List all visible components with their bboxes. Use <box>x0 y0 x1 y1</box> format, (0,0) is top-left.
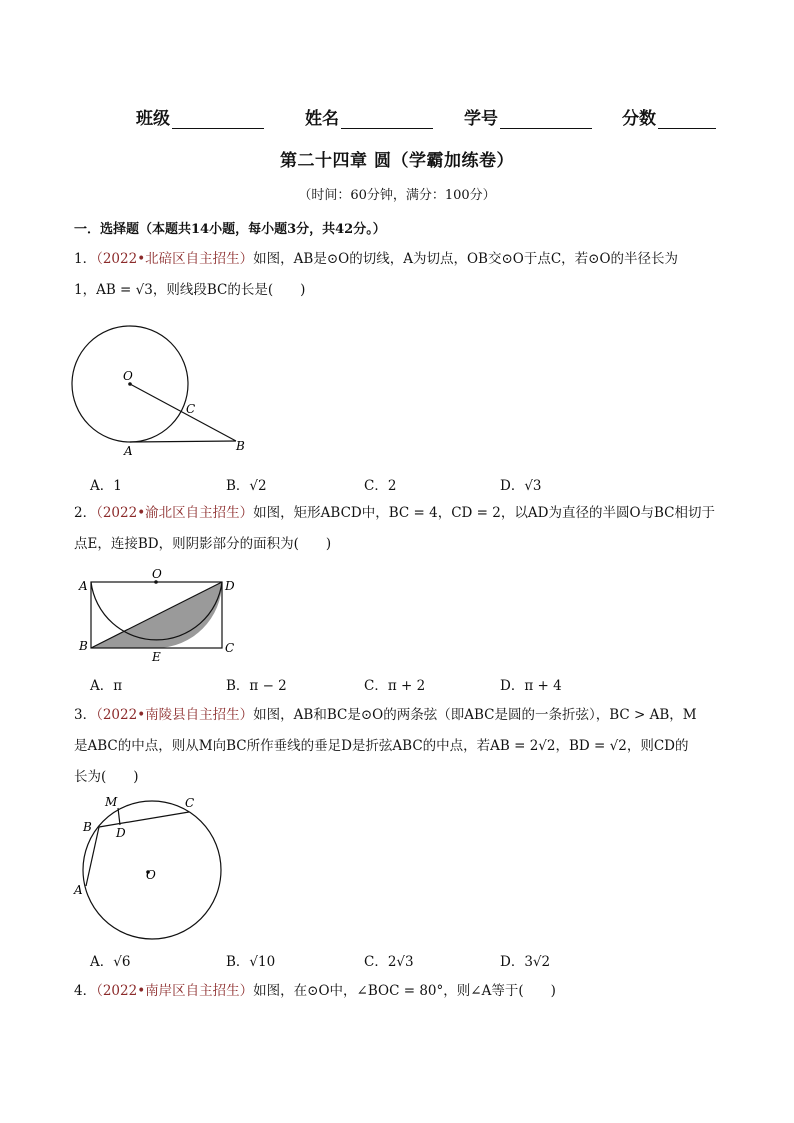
option-d[interactable]: D．√3 <box>500 478 542 494</box>
segment-ab <box>130 441 236 442</box>
question-number: 1． <box>74 251 97 267</box>
section-heading: 一．选择题（本题共14小题，每小题3分，共42分。） <box>74 222 386 237</box>
id-label: 学号 <box>464 109 498 129</box>
perpendicular-md <box>118 808 120 825</box>
option-c[interactable]: C．2 <box>364 478 397 494</box>
score-blank[interactable] <box>658 110 716 129</box>
question-1-line-2: 1，AB = √3，则线段BC的长是( ) <box>74 282 306 298</box>
id-blank[interactable] <box>500 110 592 129</box>
question-2-line-1 <box>74 498 724 529</box>
label-d: D <box>225 579 235 593</box>
option-a[interactable]: A．1 <box>90 478 122 494</box>
option-b[interactable]: B．π − 2 <box>226 678 287 694</box>
option-c[interactable]: C．2√3 <box>364 954 414 970</box>
question-text: 如图，在⊙O中，∠BOC = 80°，则∠A等于( ) <box>253 983 556 999</box>
question-number: 3． <box>74 707 97 723</box>
option-a[interactable]: A．√6 <box>90 954 131 970</box>
option-a[interactable]: A．π <box>90 678 123 694</box>
question-number: 2． <box>74 505 97 521</box>
question-3 <box>74 700 724 793</box>
question-text: 如图，AB是⊙O的切线，A为切点，OB交⊙O于点C，若⊙O的半径长为 <box>253 251 679 267</box>
question-4-line-1 <box>74 976 724 1007</box>
question-3-line-1 <box>74 700 724 731</box>
class-blank[interactable] <box>172 110 264 129</box>
question-2 <box>74 498 724 560</box>
label-d: D <box>116 826 126 840</box>
label-o: O <box>152 567 162 581</box>
question-4 <box>74 976 724 1007</box>
label-a: A <box>74 883 83 897</box>
label-b: B <box>236 439 245 453</box>
question-text: 如图，矩形ABCD中，BC = 4，CD = 2，以AD为直径的半圆O与BC相切于 <box>253 505 716 521</box>
question-source: （2022•渝北区自主招生） <box>96 505 254 521</box>
label-c: C <box>225 641 235 655</box>
page-title: 第二十四章 圆（学霸加练卷） <box>280 151 514 171</box>
question-source: （2022•南岸区自主招生） <box>96 983 254 999</box>
segment-ob <box>130 384 236 441</box>
question-text: 如图，AB和BC是⊙O的两条弦（即ABC是圆的一条折弦），BC > AB，M <box>253 707 697 723</box>
figure-3-broken-chord <box>66 790 236 942</box>
option-c[interactable]: C．π + 2 <box>364 678 426 694</box>
figure-2-rectangle-semicircle <box>74 566 244 664</box>
exam-meta: （时间：60分钟，满分：100分） <box>298 188 496 203</box>
score-field[interactable] <box>622 104 716 129</box>
question-source: （2022•北碚区自主招生） <box>96 251 254 267</box>
label-o: O <box>146 868 156 882</box>
label-e: E <box>152 650 161 664</box>
option-d[interactable]: D．π + 4 <box>500 678 562 694</box>
class-field[interactable] <box>136 104 264 129</box>
question-2-options <box>0 674 794 694</box>
label-c: C <box>186 402 196 416</box>
label-b: B <box>83 820 92 834</box>
student-info-header <box>0 104 794 130</box>
question-1 <box>74 244 724 306</box>
chord-bc <box>99 812 189 827</box>
figure-1-tangent-circle <box>68 322 258 462</box>
class-label: 班级 <box>136 109 170 129</box>
label-b: B <box>79 639 88 653</box>
label-m: M <box>105 795 118 809</box>
question-source: （2022•南陵县自主招生） <box>96 707 254 723</box>
question-number: 4． <box>74 983 97 999</box>
label-a: A <box>124 444 133 458</box>
name-field[interactable] <box>305 104 433 129</box>
score-label: 分数 <box>622 109 656 129</box>
label-o: O <box>123 369 133 383</box>
option-d[interactable]: D．3√2 <box>500 954 551 970</box>
question-1-options <box>0 474 794 494</box>
question-1-line-1 <box>74 244 724 275</box>
label-a: A <box>79 579 88 593</box>
question-3-line-3: 长为( ) <box>74 769 139 785</box>
option-b[interactable]: B．√10 <box>226 954 276 970</box>
id-field[interactable] <box>464 104 592 129</box>
option-b[interactable]: B．√2 <box>226 478 267 494</box>
question-2-line-2: 点E，连接BD，则阴影部分的面积为( ) <box>74 536 332 552</box>
question-3-line-2: 是ABC的中点，则从M向BC所作垂线的垂足D是折弦ABC的中点，若AB = 2√2，BD = √2，则CD的 <box>74 738 689 754</box>
name-label: 姓名 <box>305 109 339 129</box>
name-blank[interactable] <box>341 110 433 129</box>
question-3-options <box>0 950 794 970</box>
label-c: C <box>185 796 195 810</box>
